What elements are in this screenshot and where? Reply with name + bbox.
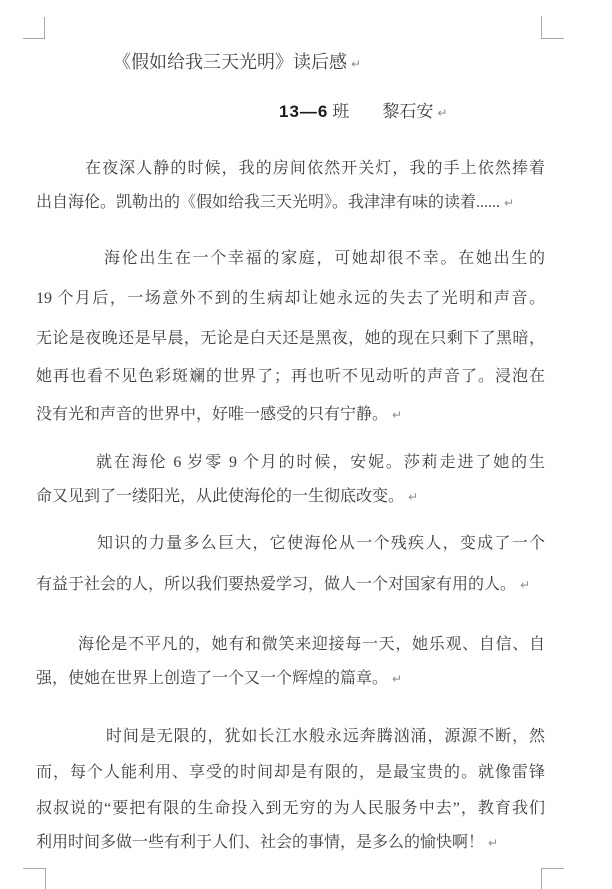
text-line: [36, 158, 545, 179]
line-text: 无论是夜晚还是早晨，无论是白天还是黑夜，她的现在只剩下了黑暗，: [36, 330, 545, 347]
paragraph-mark-icon: ↵: [488, 836, 499, 850]
line-text: 叔叔说的“要把有限的生命投入到无穷的为人民服务中去”，教育我们: [36, 800, 545, 817]
line-text: 19 个月后，一场意外不到的生病却让她永远的失去了光明和声音。: [36, 290, 545, 307]
line-text: 利用时间多做一些有利于人们、社会的事情，是多么的愉快啊！: [36, 834, 485, 851]
crop-mark-bottom-right: [541, 868, 564, 889]
text-line: [36, 726, 545, 747]
text-line: [36, 798, 545, 819]
text-line: [36, 288, 545, 309]
paragraph-mark-icon: ↵: [408, 490, 419, 504]
author-name: 黎石安: [382, 102, 434, 121]
text-line: [36, 404, 545, 425]
title-text: 《假如给我三天光明》读后感: [113, 52, 347, 72]
text-line: [36, 668, 545, 689]
class-suffix: 班: [332, 102, 350, 121]
line-text: 而，每个人能利用、享受的时间却是有限的，是最宝贵的。就像雷锋: [36, 764, 545, 781]
paragraph-mark-icon: ↵: [520, 578, 531, 592]
line-text: 海伦出生在一个幸福的家庭，可她却很不幸。在她出生的: [104, 250, 545, 267]
crop-mark-top-right: [541, 16, 564, 39]
paragraph-mark-icon: ↵: [504, 196, 515, 210]
text-line: [36, 452, 545, 473]
crop-mark-bottom-left: [23, 868, 46, 889]
text-line: [36, 574, 545, 595]
line-text: 强，使她在世界上创造了一个又一个辉煌的篇章。: [36, 670, 389, 687]
line-text: 时间是无限的，犹如长江水般永远奔腾汹涌，源源不断，然: [106, 728, 545, 745]
line-text: 出自海伦。凯勒出的《假如给我三天光明》。我津津有味的读着......: [36, 194, 501, 211]
paragraph-mark-icon: ↵: [392, 672, 403, 686]
paragraph-mark-icon: ↵: [351, 57, 362, 71]
crop-mark-top-left: [23, 17, 45, 39]
line-text: 命又见到了一缕阳光，从此使海伦的一生彻底改变。: [36, 488, 405, 505]
text-line: [36, 328, 545, 349]
text-line: [36, 832, 545, 853]
text-line: [36, 366, 545, 387]
paragraph-mark-icon: ↵: [437, 106, 448, 120]
line-text: 她再也看不见色彩斑斓的世界了；再也听不见动听的声音了。浸泡在: [36, 368, 545, 385]
text-line: [36, 248, 545, 269]
line-text: 知识的力量多么巨大，它使海伦从一个残疾人，变成了一个: [97, 535, 545, 552]
text-line: [36, 762, 545, 783]
class-number: 13—6: [279, 102, 329, 121]
text-line: [36, 486, 545, 507]
byline: [279, 101, 447, 123]
line-text: 有益于社会的人，所以我们要热爱学习，做人一个对国家有用的人。: [36, 576, 517, 593]
document-title: [113, 50, 361, 74]
line-text: 没有光和声音的世界中，好唯一感受的只有宁静。: [36, 406, 389, 423]
text-line: [36, 634, 545, 655]
text-line: [36, 192, 545, 213]
line-text: 海伦是不平凡的，她有和微笑来迎接每一天，她乐观、自信、自: [78, 636, 545, 653]
line-text: 在夜深人静的时候，我的房间依然开关灯，我的手上依然捧着: [85, 160, 545, 177]
line-text: 就在海伦 6 岁零 9 个月的时候，安妮。莎莉走进了她的生: [96, 454, 545, 471]
paragraph-mark-icon: ↵: [392, 408, 403, 422]
text-line: [36, 533, 545, 554]
